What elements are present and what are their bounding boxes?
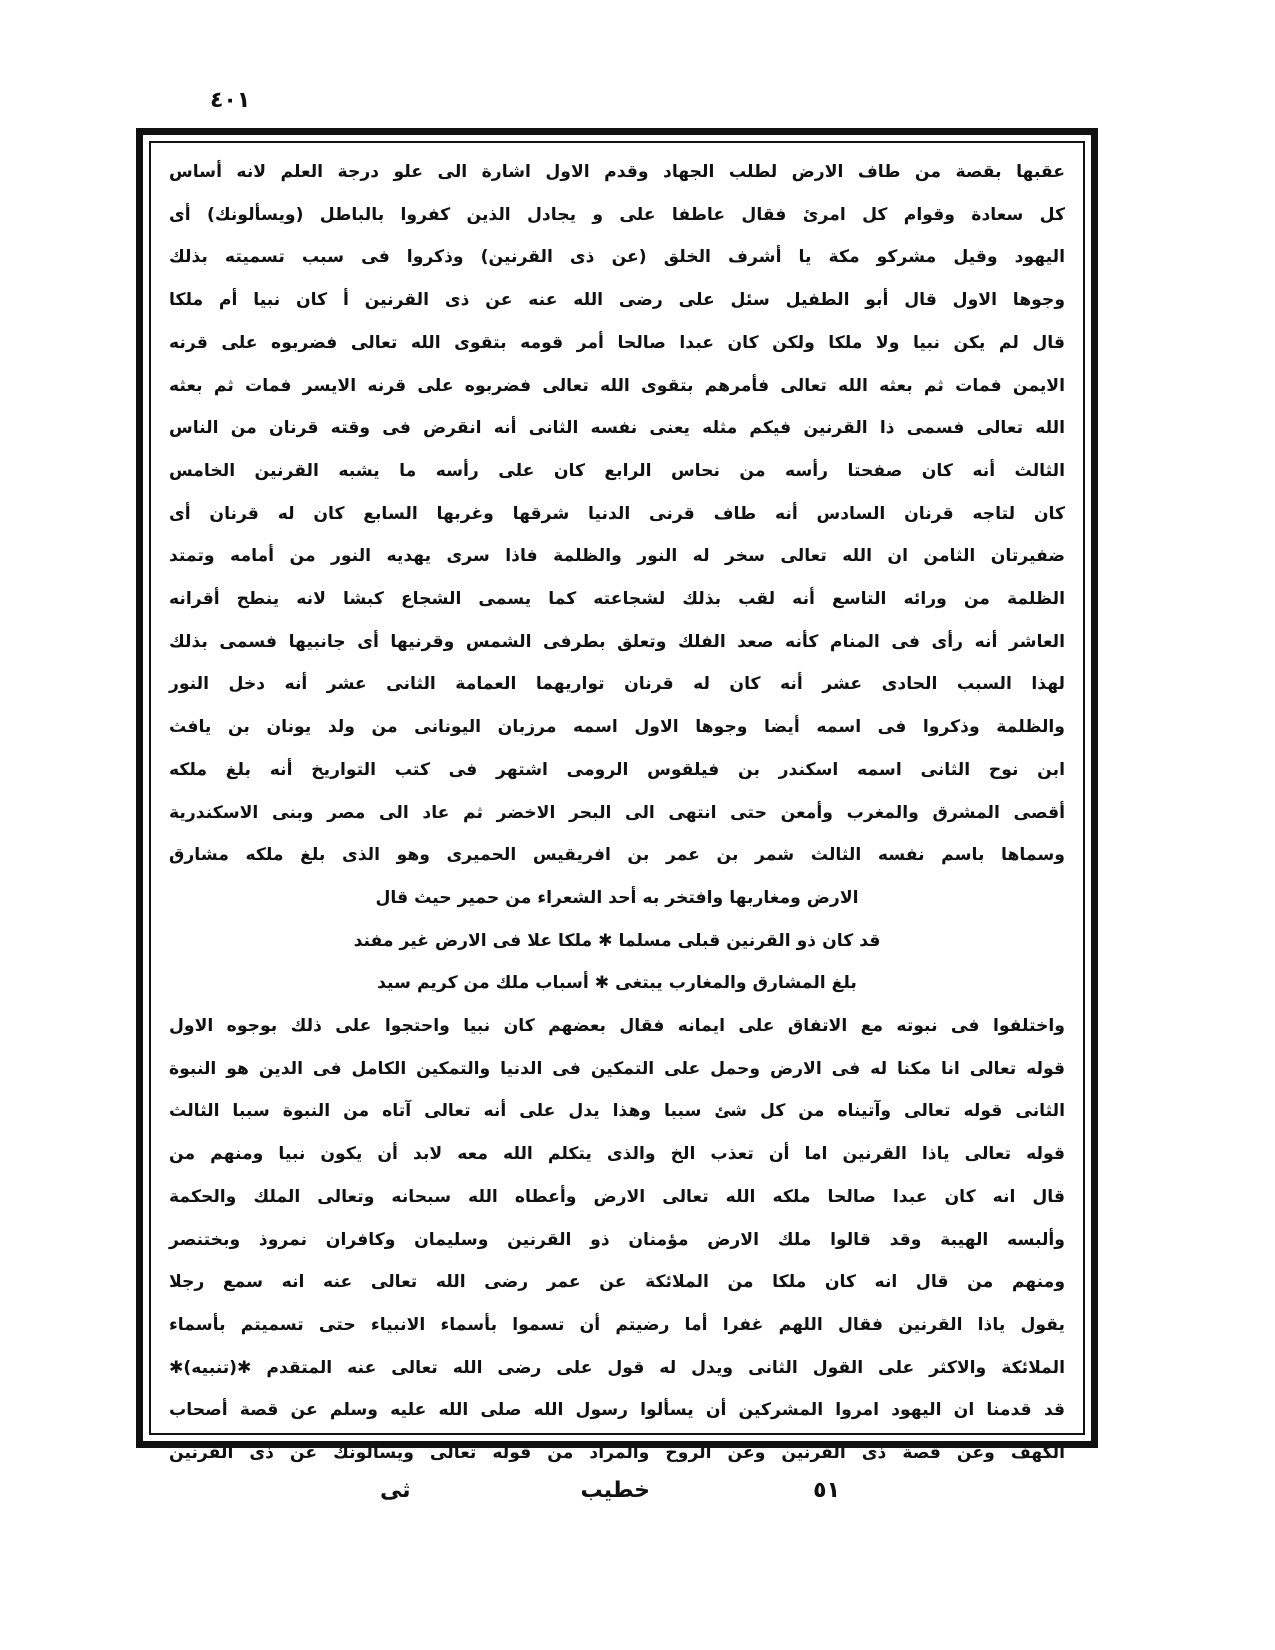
text-line: كان لتاجه قرنان السادس أنه طاف قرنى الدنيا شرقها وغربها السابع كان له قرنان أى xyxy=(169,503,1065,524)
text-frame-inner xyxy=(149,141,1085,1464)
text-line: ضفيرتان الثامن ان الله تعالى سخر له النور والظلمة فاذا سرى يهديه النور من أمامه وتمتد xyxy=(169,546,1065,567)
text-line: العاشر أنه رأى فى المنام كأنه صعد الفلك وتعلق بطرفى الشمس وقرنيها أى جانبيها فسمى بذلك xyxy=(169,631,1065,652)
verse-line: بلغ المشارق والمغارب يبتغى ✱ أسباب ملك من كريم سيد xyxy=(377,973,857,994)
footer-word-1: خطيب xyxy=(580,1478,650,1503)
text-line: والظلمة وذكروا فى اسمه أيضا وجوها الاول اسمه مرزبان اليونانى من ولد يونان بن يافث xyxy=(169,717,1065,738)
text-line: قوله تعالى ياذا القرنين اما أن تعذب الخ والذى يتكلم الله معه لابد أن يكون نبيا ومنهم من xyxy=(169,1144,1065,1165)
text-line: الله تعالى فسمى ذا القرنين فيكم مثله يعنى نفسه الثانى أنه انقرض فى وقته قرنان من الناس xyxy=(169,418,1065,439)
text-line: قوله تعالى انا مكنا له فى الارض وحمل على التمكين فى الدنيا والتمكين الكامل فى الدين هو النبوة xyxy=(169,1058,1065,1079)
text-line: ومنهم من قال انه كان ملكا من الملائكة عن عمر رضى الله تعالى عنه انه سمع رجلا xyxy=(169,1272,1065,1293)
verse-line: قد كان ذو القرنين قبلى مسلما ✱ ملكا علا فى الارض غير مفند xyxy=(353,930,881,951)
text-line: قد قدمنا ان اليهود امروا المشركين أن يسألوا رسول الله صلى الله عليه وسلم عن قصة أصحاب xyxy=(169,1400,1065,1421)
text-line: عقبها بقصة من طاف الارض لطلب الجهاد وقدم الاول اشارة الى علو درجة العلم لانه أساس xyxy=(169,162,1065,182)
page-footer xyxy=(380,1478,840,1518)
text-line: وجوها الاول قال أبو الطفيل سئل على رضى الله عنه عن ذى القرنين أ كان نبيا أم ملكا xyxy=(169,290,1065,311)
text-line: أقصى المشرق والمغرب وأمعن حتى انتهى الى البحر الاخضر ثم عاد الى مصر وبنى الاسكندرية xyxy=(169,802,1065,823)
footer-word-2: ثى xyxy=(380,1478,411,1503)
text-line: واختلفوا فى نبوته مع الاتفاق على ايمانه فقال بعضهم كان نبيا واحتجوا على ذلك بوجوه الاول xyxy=(169,1016,1065,1037)
text-line: وسماها باسم نفسه الثالث شمر بن عمر بن افريقيس الحميرى وهو الذى بلغ ملكه مشارق xyxy=(169,845,1065,866)
text-line: كل سعادة وقوام كل امرئ فقال عاطفا على و يجادل الذين كفروا بالباطل (ويسألونك) أى xyxy=(169,204,1065,225)
text-line: قال انه كان عبدا صالحا ملكه الله تعالى الارض وأعطاه الله سبحانه وتعالى الملك والحكمة xyxy=(169,1186,1065,1207)
text-line: الظلمة من ورائه التاسع أنه لقب بذلك لشجاعته كما يسمى الشجاع كبشا لانه ينطح أقرانه xyxy=(169,589,1065,610)
text-line: لهذا السبب الحادى عشر أنه كان له قرنان تواريهما العمامة الثانى عشر أنه دخل النور xyxy=(169,674,1065,695)
text-line: الايمن فمات ثم بعثه الله تعالى فأمرهم بتقوى الله تعالى فضربوه على قرنه الايسر فمات ثم بعثه xyxy=(169,375,1065,396)
text-line: الثالث أنه كان صفحتا رأسه من نحاس الرابع كان على رأسه ما يشبه القرنين الخامس xyxy=(169,460,1065,481)
text-line: الثانى قوله تعالى وآتيناه من كل شئ سببا وهذا يدل على أنه تعالى آتاه من النبوة سببا الثالث xyxy=(169,1101,1065,1122)
text-line: اليهود وقيل مشركو مكة يا أشرف الخلق (عن ذى القرنين) وذكروا فى سبب تسميته بذلك xyxy=(169,247,1065,268)
footer-number: ٥١ xyxy=(813,1478,840,1503)
text-line: ابن نوح الثانى اسمه اسكندر بن فيلقوس الرومى اشتهر فى كتب التواريخ أنه بلغ ملكه xyxy=(169,759,1065,780)
text-line: وألبسه الهيبة وقد قالوا ملك الارض مؤمنان ذو القرنين وسليمان وكافران نمروذ وبختنصر xyxy=(169,1229,1065,1250)
text-line: يقول ياذا القرنين فقال اللهم غفرا أما رضيتم أن تسموا بأسماء الانبياء حتى تسميتم بأسماء xyxy=(169,1314,1065,1335)
text-line: قال لم يكن نبيا ولا ملكا ولكن كان عبدا صالحا أمر قومه بتقوى الله تعالى فضربوه على قرنه xyxy=(169,332,1065,353)
text-line: الملائكة والاكثر على القول الثانى ويدل له قول على رضى الله تعالى عنه المتقدم ✱(تنبيه)✱ xyxy=(169,1357,1065,1378)
text-line: الكهف وعن قصة ذى القرنين وعن الروح والمراد من قوله تعالى ويسألونك عن ذى القرنين xyxy=(169,1443,1065,1464)
page-number: ٤٠١ xyxy=(210,88,251,113)
text-frame xyxy=(136,128,1098,1464)
body-text xyxy=(169,151,1065,1475)
text-line: الارض ومغاربها وافتخر به أحد الشعراء من حمير حيث قال xyxy=(375,887,859,908)
